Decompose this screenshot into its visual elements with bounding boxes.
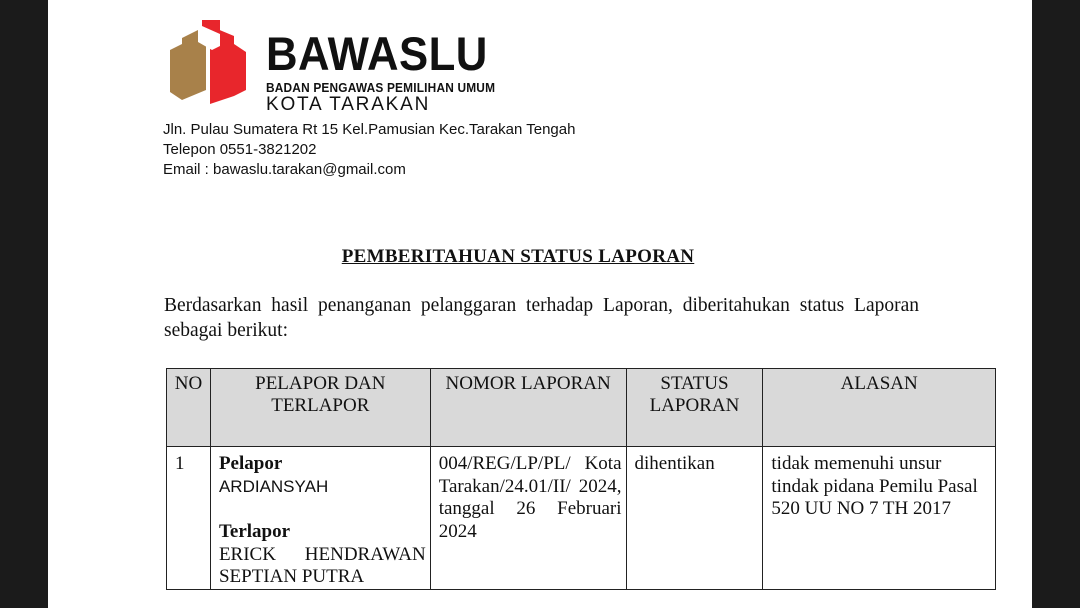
phone-line: Telepon 0551-3821202 xyxy=(163,141,317,158)
emblem-red-part xyxy=(234,44,246,96)
bawaslu-emblem-icon xyxy=(168,16,248,104)
header-report-status: STATUS LAPORAN xyxy=(626,369,763,447)
emblem-gold-part xyxy=(170,44,182,100)
org-name: BAWASLU xyxy=(266,27,488,80)
letterhead-text xyxy=(266,27,507,116)
cell-parties xyxy=(210,447,430,590)
header-parties: PELAPOR DAN TERLAPOR xyxy=(210,369,430,447)
pelapor-label: Pelapor xyxy=(218,453,283,474)
terlapor-name: ERICK HENDRAWAN SEPTIAN PUTRA xyxy=(218,543,426,587)
address-block xyxy=(163,120,575,180)
document-page xyxy=(48,0,1032,608)
terlapor-label: Terlapor xyxy=(218,521,291,542)
intro-paragraph: Berdasarkan hasil penanganan pelanggaran terhadap Laporan, diberitahukan status Laporan sebagai berikut: xyxy=(164,295,919,341)
pelapor-name: ARDIANSYAH xyxy=(218,476,329,496)
table-header-row xyxy=(167,369,996,447)
org-city: KOTA TARAKAN xyxy=(266,94,431,115)
org-full-name: BADAN PENGAWAS PEMILIHAN UMUM xyxy=(266,81,496,95)
document-title: PEMBERITAHUAN STATUS LAPORAN xyxy=(341,246,695,267)
address-line: Jln. Pulau Sumatera Rt 15 Kel.Pamusian Kec.Tarakan Tengah xyxy=(163,121,576,138)
email-line: Email : bawaslu.tarakan@gmail.com xyxy=(163,161,406,178)
cell-reason: tidak memenuhi unsur tindak pidana Pemilu Pasal 520 UU NO 7 TH 2017 xyxy=(763,447,996,590)
header-no: NO xyxy=(167,369,211,447)
report-status-table xyxy=(166,368,996,590)
header-report-number: NOMOR LAPORAN xyxy=(430,369,626,447)
cell-report-status: dihentikan xyxy=(626,447,763,590)
cell-report-number: 004/REG/LP/PL/ Kota Tarakan/24.01/II/ 2024, tanggal 26 Februari 2024 xyxy=(430,447,626,590)
cell-no: 1 xyxy=(167,447,211,590)
header-reason: ALASAN xyxy=(763,369,996,447)
table-row xyxy=(167,447,996,590)
